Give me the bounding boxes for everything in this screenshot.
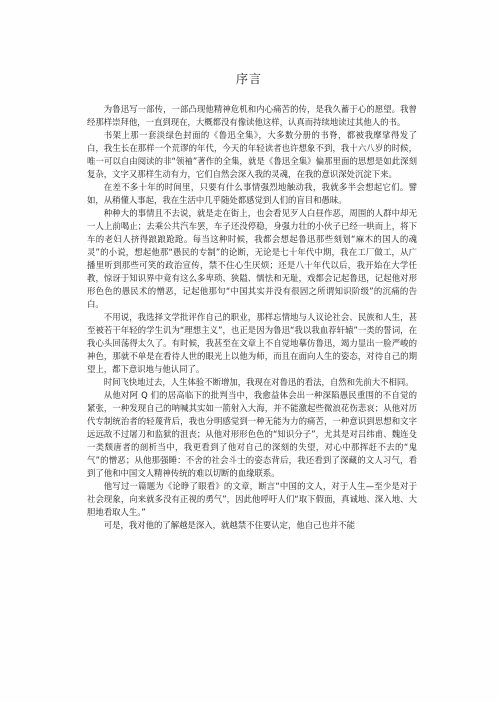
paragraph: 时间飞快地过去，人生体验不断增加，我现在对鲁迅的看法，自然和先前大不相同。 bbox=[103, 377, 414, 387]
paragraph: 可是，我对他的了解越是深入，就越禁不住要认定，他自己也并不能 bbox=[103, 520, 356, 530]
paragraph: 从他对阿 Q 们的居高临下的批判当中，我愈益体会出一种深陷愚民重围的不自觉的紧张，一种发现自己的呐喊其实如一箭射入大海，并不能激起些微浪花伤悲哀；从他对历代专制统治者的轻蔑背后，我也分明感觉到一种无能为力的痛苦，一种意识到思想和文字远远敌不过屠刀和监狱的沮丧；从他对形形色色的“知识分子”，尤其是对吕纬甫、魏连殳一类颓唐者的剖析当中，我更看到了他对自己的深刻的失望，对心中那挥赶不去的“鬼气”的憎恶；从他那强睡：不舍的社会斗士的姿态背后，我还看到了深藏的文人习气，看到了他和中国文人精神传统的难以切断的血缘联系。 bbox=[87, 390, 417, 478]
body-text bbox=[87, 103, 417, 532]
paragraph: 在差不多十年的时间里，只要有什么事情强烈地触动我，我就多半会想起它们。譬如，从稍懂人事起，我在生活中几乎随处都感觉到人们的盲目和愚昧。 bbox=[87, 182, 417, 205]
paragraph: 不用说，我选择文学批评作自己的职业，那样忘情地与人议论社会、民族和人生，甚至被若干年轻的学生讥为“理想主义”，也正是因为鲁迅“我以我血荐轩辕”一类的誓词，在我心头回荡得太久了。有时候，我甚至在文章上不自觉地摹仿鲁迅，竭力显出一脸严峻的神色，那就不单是在看待人世的眼光上以他为师，而且在面向人生的姿态，对待自己的期望上，都下意识地与他认同了。 bbox=[87, 312, 417, 374]
paragraph: 为鲁迅写一部传，一部凸现他精神危机和内心痛苦的传，是我久蓄于心的愿望。我曾经那样崇拜他，一直到现在，大概都没有像读他这样，认真而持续地读过其他人的书。 bbox=[87, 104, 417, 127]
paragraph: 种种大的事情且不去说，就是走在街上，也会看见歹人白昼作恶，周围的人群中却无一人上前喝止；去乘公共汽车罢，车子还没停稳，身强力壮的小伙子已经一哄而上，将下车的老妇人挤得踉踉跄跄。每当这种时候，我都会想起鲁迅那些刻划“麻木的国人的魂灵”的小说，想起他那“愚民的专制”的论断，无论是七十年代中期，我在工厂做工，从广播里听到那些可笑的政治宣传，禁不住心生厌烦；还是八十年代以后，我开始在大学任教，惊讶于知识界中竟有这么多卑琐、狭隘、懦怯和无耻，戏都会记起鲁迅，记起他对形形色色的愚民术的憎恶，记起他那句“中国其实并没有很固之所谓知识阶级”的沉痛的告白。 bbox=[87, 208, 417, 309]
paragraph: 书架上那一套淡绿色封面的《鲁迅全集》，大多数分册的书脊，都被我摩挲得发了白，我生长在那样一个荒谬的年代，今天的年轻读者也许想象不到，我十六八岁的时候，唯一可以自由阅读的非“领袖”著作的全集，就是《鲁迅全集》偏那里面的思想是如此深刻复杂，文字又那样生动有力，它们自然会深入我的灵魂，在我的意识深处沉淀下来。 bbox=[87, 130, 417, 179]
page-title: 序言 bbox=[235, 72, 262, 86]
paragraph: 他写过一篇题为《论睁了眼看》的文章，断言“中国的文人，对于人生—至少是对于社会现象，向来就多没有正视的勇气”，因此他呼吁人们“取下假面，真诚地、深入地、大胆地看取人生。” bbox=[87, 481, 417, 517]
